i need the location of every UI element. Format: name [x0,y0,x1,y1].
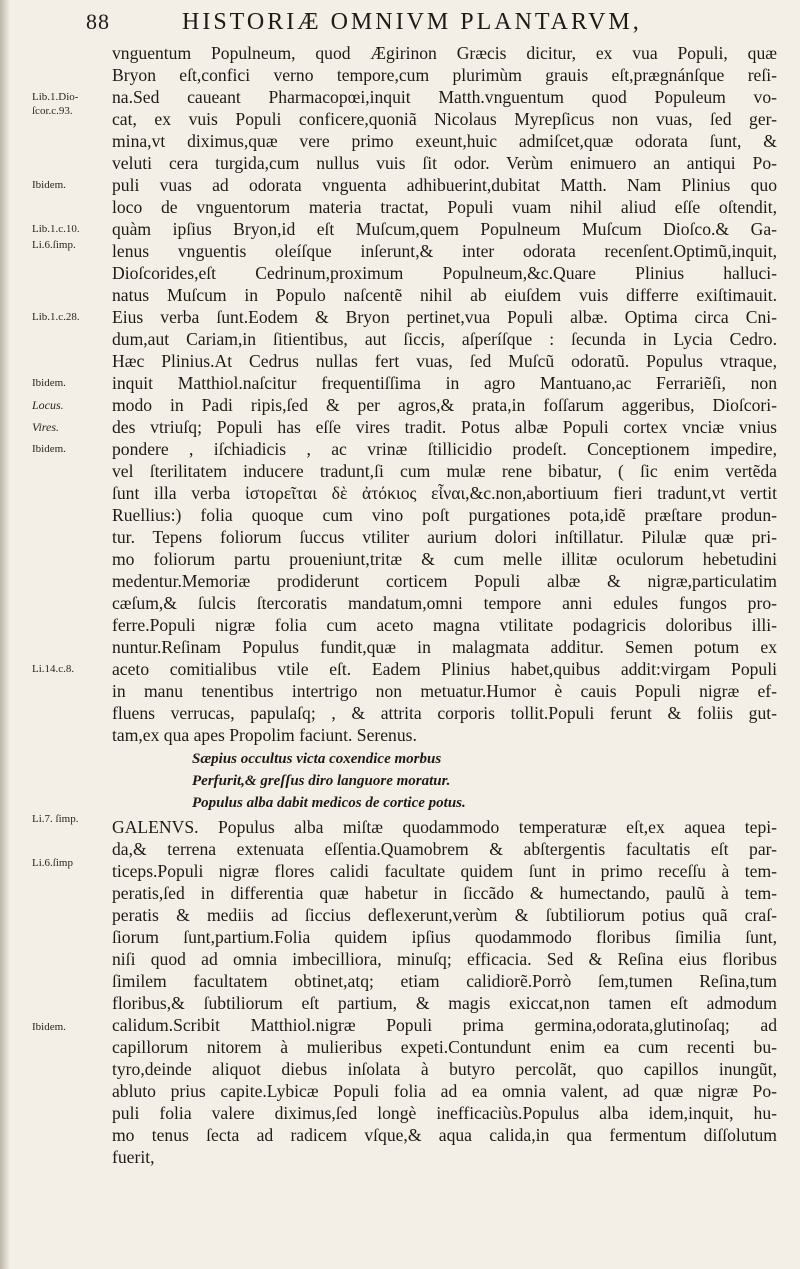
text-line: Ruellius:) folia quoque cum vino poſt purgationes pota,idẽ præſtare produn- [112,505,777,525]
text-line: peratis & mediis ad ſiccius deflexerunt,verùm & ſubtiliorum potius quã craſ- [112,905,777,925]
margin-note: Ibidem. [32,443,66,455]
text-line: tam,ex qua apes Propolim faciunt. Serenus. [112,725,417,745]
text-line: floribus,& ſubtiliorum eſt partium, & magis exiccat,non tamen eſt admodum [112,993,777,1013]
margin-note: Li.7. ſimp. [32,813,79,825]
text-line: quàm ipſius Bryon,id eſt Muſcum,quem Populneum Muſcum Dioſco.& Ga- [112,219,777,239]
text-line: Eius verba ſunt.Eodem & Bryon pertinet,vua Populi albæ. Optima circa Cni- [112,307,777,327]
margin-note: Lib.1.c.28. [32,311,80,323]
text-line: dum,aut Cariam,in ſitientibus, aut ſiccis, aſperíſque : ſecunda in Lycia Cedro. [112,329,777,349]
text-line: cæſum,& ſulcis ſtercoratis mandatum,omni tempore anni edules fungos pro- [112,593,777,613]
text-line: mo foliorum partu proueniunt,tritæ & cum melle illitæ oculorum hebetudini [112,549,777,569]
text-line: Dioſcorides,eſt Cedrinum,proximum Populneum,&c.Quare Plinius halluci- [112,263,777,283]
margin-note: Lib.1.c.10. [32,223,80,235]
text-line: niſi quod ad omnia imbecilliora, minuſq; efficacia. Sed & Reſina eius floribus [112,949,777,969]
text-line: natus Muſcum in Populo naſcentẽ nihil ab eiuſdem vuis differre exiſtimauit. [112,285,777,305]
text-line: loco de vnguentorum materia tractat, Populi vuam nihil aliud eſſe oſtendit, [112,197,777,217]
text-line: aceto comitialibus vtile eſt. Eadem Plinius habet,quibus addit:virgam Populi [112,659,777,679]
margin-note: Ibidem. [32,1021,66,1033]
margin-note: Li.14.c.8. [32,663,75,675]
margin-note: Li.6.ſimp. [32,239,76,251]
text-line: Hæc Plinius.At Cedrus nullas fert vuas, ſed Muſcũ odoratũ. Populus vtraque, [112,351,777,371]
margin-note: Lib.1.Dio- [32,91,79,103]
verse-line: Perfurit,& greſſus diro languore moratur. [192,773,451,789]
running-head: HISTORIÆ OMNIVM PLANTARVM, [182,9,642,35]
text-line: mina,vt diximus,quæ vere primo exeunt,huic admiſcet,quæ odorata ſunt, & [112,131,777,151]
text-line: GALENVS. Populus alba miſtæ quodammodo temperaturæ eſt,ex aquea tepi- [112,817,777,837]
text-line: fluens verrucas, papulaſq; , & attrita corporis tollit.Populi ferunt & foliis gut- [112,703,777,723]
text-line: da,& terrena extenuata eſſentia.Quamobrem & abſtergentis facultatis eſt par- [112,839,777,859]
text-line: calidum.Scribit Matthiol.nigræ Populi prima germina,odorata,glutinoſaq; ad [112,1015,777,1035]
margin-note: Ibidem. [32,377,66,389]
text-line: mo tenus ſecta ad radicem vſque,& aqua calida,in qua fermentum diſſolutum [112,1125,777,1145]
verse-line: Sæpius occultus victa coxendice morbus [192,751,442,767]
text-line: na.Sed caueant Pharmacopœi,inquit Matth.vnguentum quod Populeum vo- [112,87,777,107]
text-line: cat, ex vuis Populi conficere,quoniã Nicolaus Myrepſicus non vuas, ſed ger- [112,109,777,129]
text-line: des vtriuſq; Populi has eſſe vires tradit. Potus albæ Populi cortex vnciæ vnius [112,417,777,437]
text-line: Bryon eſt,confici verno tempore,cum plurimùm grauis eſt,prægnánſque reſi- [112,65,777,85]
text-line: modo in Padi ripis,ſed & per agros,& prata,in foſſarum aggeribus, Dioſcori- [112,395,777,415]
page-header [86,9,766,41]
margin-note: Locus. [32,398,64,412]
text-line: vnguentum Populneum, quod Ægirinon Græcis dicitur, ex vua Populi, quæ [112,43,777,63]
text-line: inquit Matthiol.naſcitur frequentiſſima in agro Mantuano,ac Ferrariẽſi, non [112,373,777,393]
margin-note: Vires. [32,420,59,434]
text-line: capillorum nitorem à mulieribus expeti.Contundunt enim ea cum recenti bu- [112,1037,777,1057]
text-line: ſunt illa verba ἰστορεῖται δὲ ἀτόκιος εἶναι,&c.non,abortiuum fieri tradunt,vt vertit [112,483,777,503]
page-number: 88 [86,9,110,34]
text-line: puli vuas ad odorata vnguenta adhibuerint,dubitat Matth. Nam Plinius quo [112,175,777,195]
text-line: veluti cera turgida,cum nullus vuis ſit odor. Verùm enimuero an antiqui Po- [112,153,777,173]
text-line: fuerit, [112,1147,155,1167]
text-line: tyro,deinde aliquot diebus inſolata à butyro percolãt, quo capillos inungũt, [112,1059,777,1079]
text-line: nuntur.Reſinam Populus fundit,quæ in malagmata additur. Semen potum ex [112,637,777,657]
text-line: vel ſterilitatem inducere tradunt,ſi cum mulæ rene bibatur, ( ſic enim vertẽda [112,461,777,481]
gutter-shadow [0,0,10,1269]
catchword [112,1168,777,1190]
text-line: in manu tenentibus intertrigo non metuatur.Humor è cauis Populi nigræ ef- [112,681,777,701]
text-line: puli folia valere diximus,ſed longè inefficaciùs.Populus alba idem,inquit, hu- [112,1103,777,1123]
text-line: tur. Tepens foliorum ſuccus vtiliter aurium dolori inſtillatur. Pilulæ quæ pri- [112,527,777,547]
text-line: ſimilem facultatem obtinet,atq; etiam calidiorẽ.Porrò ſem,tumen Reſina,tum [112,971,777,991]
text-line: ferre.Populi nigræ folia cum aceto magna vtilitate podagricis doloribus illi- [112,615,777,635]
margin-note: ſcor.c.93. [32,105,73,117]
text-line: peratis,ſed in differentia quæ habetur in ſiccãdo & humectando, paulũ à tem- [112,883,777,903]
margin-note: Ibidem. [32,179,66,191]
text-line: pondere , iſchiadicis , ac vrinæ ſtillicidio prodeſt. Conceptionem impedire, [112,439,777,459]
text-line: ſiorum ſunt,partium.Folia quidem ipſius quodammodo floribus ſimilia ſunt, [112,927,777,947]
verse-line: Populus alba dabit medicos de cortice potus. [192,795,466,811]
text-line: lenus vnguentis oleíſque inſerunt,& inter odorata recenſent.Optimũ,inquit, [112,241,777,261]
margin-note: Li.6.ſimp [32,857,73,869]
text-line: medentur.Memoriæ prodiderunt corticem Populi albæ & nigræ,particulatim [112,571,777,591]
text-line: abluto prius capite.Lybicæ Populi folia ad ea omnia valent, ad quæ nigræ Po- [112,1081,777,1101]
text-line: ticeps.Populi nigræ flores calidi facultate quidem ſunt in primo receſſu à tem- [112,861,777,881]
